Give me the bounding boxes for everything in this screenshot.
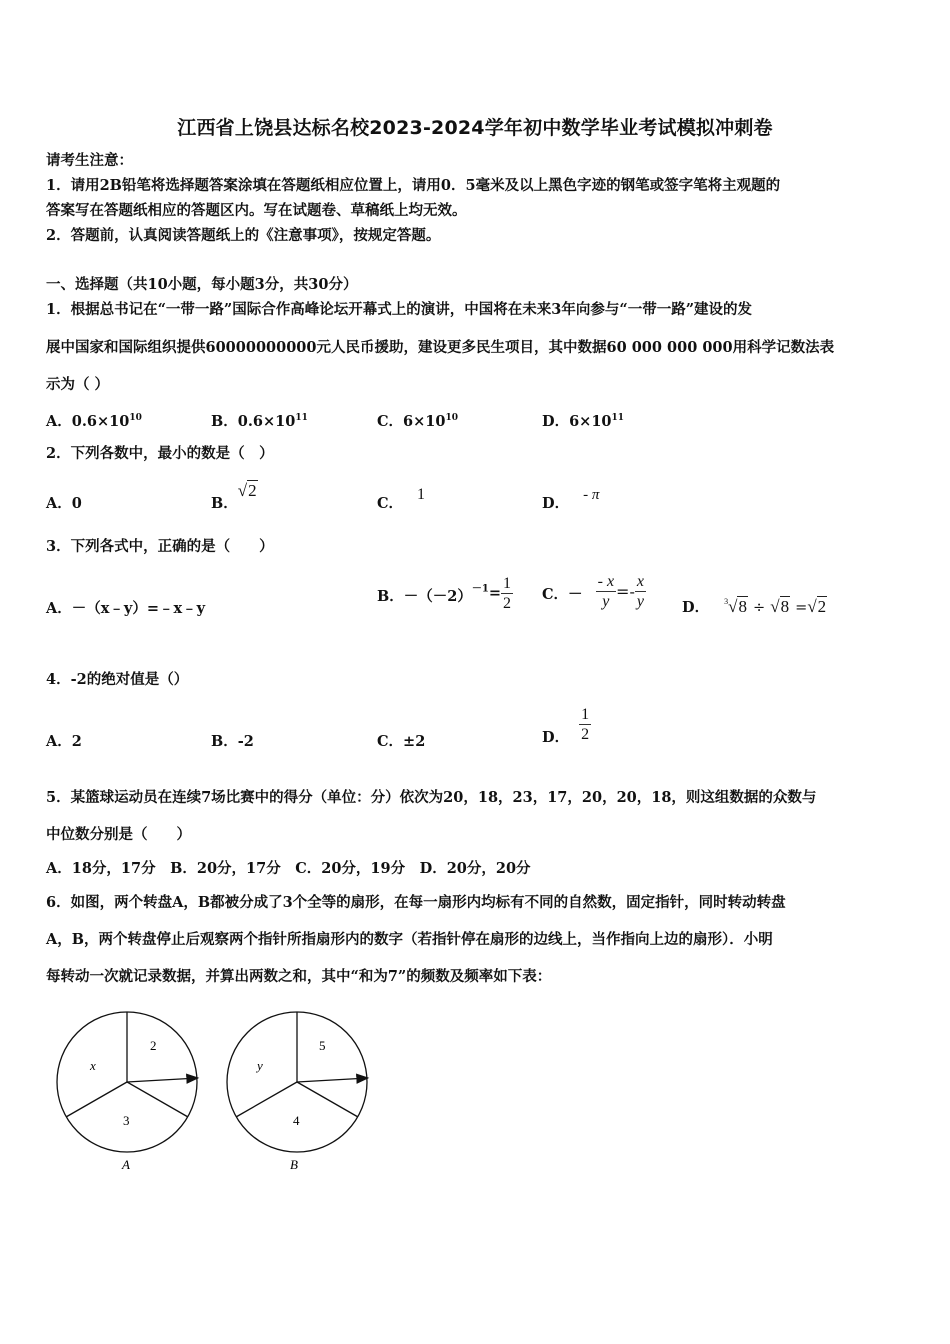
spinner-b-sector-1: y bbox=[257, 1058, 263, 1073]
q2-option-d[interactable]: D． - π bbox=[542, 487, 600, 512]
q1-line-1: 1．根据总书记在“一带一路”国际合作高峰论坛开幕式上的演讲，中国将在未来3年向参与“一带一路”建设的发 bbox=[46, 301, 753, 318]
q5-line-1: 5．某篮球运动员在连续7场比赛中的得分（单位：分）依次为20，18，23，17，20，20，18，则这组数据的众数与 bbox=[46, 789, 817, 806]
q4-option-d[interactable]: D． $\frac{1}{2}$ bbox=[542, 706, 590, 746]
q1-option-b[interactable]: B．$0.6\times 10^{11}$ bbox=[211, 413, 308, 430]
q1-option-d[interactable]: D．$6\times 10^{11}$ bbox=[542, 413, 625, 430]
spinner-diagram bbox=[50, 1005, 380, 1180]
q6-line-2: A，B，两个转盘停止后观察两个指针所指扇形内的数字（若指针停在扇形的边线上，当作指向上边的扇形）．小明 bbox=[46, 931, 773, 948]
q3-option-a[interactable]: A．－（x﹣y）=﹣x﹣y bbox=[46, 600, 206, 617]
q2-option-b[interactable]: B．√2 bbox=[211, 481, 257, 512]
q6-line-1: 6．如图，两个转盘A，B都被分成了3个全等的扇形，在每一扇形内均标有不同的自然数，固定指针，同时转动转盘 bbox=[46, 894, 786, 911]
spinner-b bbox=[227, 1012, 368, 1172]
q1-line-3: 示为（ ） bbox=[46, 376, 110, 393]
page-title: 江西省上饶县达标名校2023-2024学年初中数学毕业考试模拟冲刺卷 bbox=[177, 117, 773, 139]
q5-line-2: 中位数分别是（ ） bbox=[46, 826, 191, 843]
spinner-b-sector-3: 4 bbox=[293, 1113, 300, 1128]
section-heading: 一、选择题（共10小题，每小题3分，共30分） bbox=[46, 276, 358, 293]
q1-option-a[interactable]: A．$0.6\times 10^{10}$ bbox=[46, 413, 142, 430]
spinner-a-sector-3: 3 bbox=[123, 1113, 130, 1128]
spinner-a-sector-2: 2 bbox=[150, 1038, 157, 1053]
spinner-a-label: A bbox=[122, 1157, 130, 1172]
q3-option-d[interactable]: D． $^3$√8 ÷ √8 =√2 bbox=[682, 597, 827, 616]
spinner-b-sector-2: 5 bbox=[319, 1038, 326, 1053]
spinner-b-label: B bbox=[290, 1157, 298, 1172]
pointer-b bbox=[297, 1078, 368, 1082]
spinner-a bbox=[57, 1012, 198, 1172]
q2-stem: 2．下列各数中，最小的数是（ ） bbox=[46, 445, 274, 462]
notice-line-1: 1．请用2B铅笔将选择题答案涂填在答题纸相应位置上，请用0．5毫米及以上黑色字迹的钢笔或签字笔将主观题的 bbox=[46, 177, 781, 194]
q4-stem: 4．-2的绝对值是（） bbox=[46, 671, 189, 688]
q3-stem: 3．下列各式中，正确的是（ ） bbox=[46, 538, 274, 555]
q2-option-a[interactable]: A．0 bbox=[46, 495, 82, 512]
q5-options[interactable]: A．18分，17分 B．20分，17分 C．20分，19分 D．20分，20分 bbox=[46, 860, 531, 877]
q3-option-c[interactable]: C．－ $\frac{- x}{y}$ =- $\frac{x}{y}$ bbox=[542, 573, 644, 610]
notice-heading: 请考生注意： bbox=[46, 152, 133, 169]
q6-line-3: 每转动一次就记录数据，并算出两数之和，其中“和为7”的频数及频率如下表： bbox=[46, 968, 552, 985]
q1-option-c[interactable]: C．$6\times 10^{10}$ bbox=[377, 413, 458, 430]
spinner-a-sector-1: x bbox=[90, 1058, 96, 1073]
notice-line-2: 2．答题前，认真阅读答题纸上的《注意事项》，按规定答题。 bbox=[46, 227, 441, 244]
q1-line-2: 展中国家和国际组织提供60000000000元人民币援助，建设更多民生项目，其中数据60 000 000 000用科学记数法表 bbox=[46, 339, 835, 356]
q2-option-c[interactable]: C．1 bbox=[377, 486, 426, 512]
q3-option-b[interactable]: B．$-(-2)^{-1}=$ $\frac{1}{2}$ bbox=[377, 575, 511, 612]
q4-option-b[interactable]: B．-2 bbox=[211, 733, 254, 750]
pointer-a bbox=[127, 1078, 198, 1082]
q4-option-c[interactable]: C．±2 bbox=[377, 733, 426, 750]
q4-option-a[interactable]: A．2 bbox=[46, 733, 82, 750]
notice-line-1b: 答案写在答题纸相应的答题区内。写在试题卷、草稿纸上均无效。 bbox=[46, 202, 467, 219]
